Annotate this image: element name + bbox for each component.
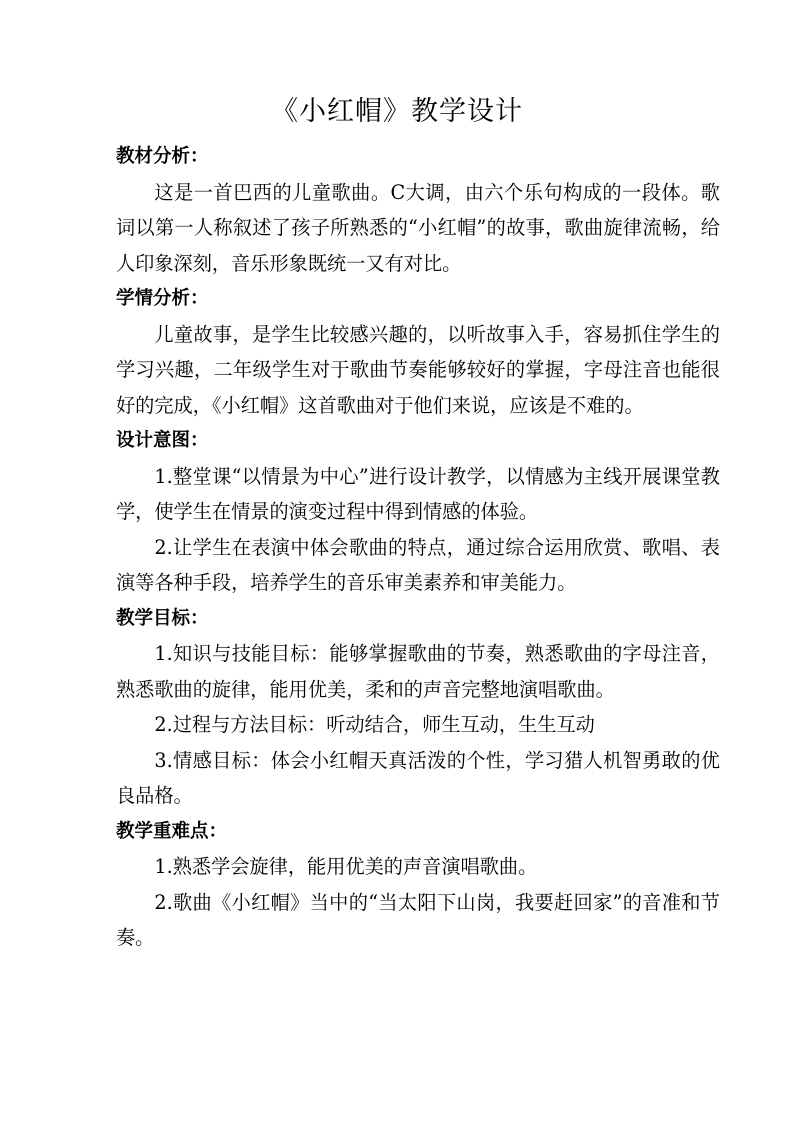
section-paragraph: 1.熟悉学会旋律，能用优美的声音演唱歌曲。: [154, 855, 538, 878]
section-paragraph: 1.知识与技能目标：能够掌握歌曲的节奏，熟悉歌曲的字母注音，熟悉歌曲的旋律，能用优美，柔和的声音完整地演唱歌曲。: [116, 642, 720, 701]
section-teaching-goals: [116, 601, 720, 814]
document-body: [116, 139, 720, 956]
section-heading: 教学目标：: [116, 607, 209, 629]
section-textbook-analysis: [116, 139, 720, 281]
section-key-difficulties: [116, 814, 720, 956]
section-paragraph: 2.过程与方法目标：听动结合，师生互动，生生互动: [154, 713, 595, 736]
section-paragraph: 2.让学生在表演中体会歌曲的特点，通过综合运用欣赏、歌唱、表演等各种手段，培养学生的音乐审美素养和审美能力。: [116, 535, 720, 594]
section-paragraph: 3.情感目标：体会小红帽天真活泼的个性，学习猎人机智勇敢的优良品格。: [116, 748, 720, 807]
section-paragraph: 1.整堂课“以情景为中心”进行设计教学，以情感为主线开展课堂教学，使学生在情景的演变过程中得到情感的体验。: [116, 464, 720, 523]
section-heading: 设计意图：: [116, 430, 209, 451]
section-paragraph: 2.歌曲《小红帽》当中的“当太阳下山岗，我要赶回家”的音准和节奏。: [116, 890, 720, 949]
section-heading: 教学重难点：: [116, 820, 228, 842]
section-paragraph: 儿童故事，是学生比较感兴趣的，以听故事入手，容易抓住学生的学习兴趣，二年级学生对于歌曲节奏能够较好的掌握，字母注音也能很好的完成，《小红帽》这首歌曲对于他们来说，应该是不难的。: [116, 322, 720, 417]
document-title: 《小红帽》教学设计: [271, 96, 523, 127]
section-paragraph: 这是一首巴西的儿童歌曲。C大调，由六个乐句构成的一段体。歌词以第一人称叙述了孩子所熟悉的“小红帽”的故事，歌曲旋律流畅，给人印象深刻，音乐形象既统一又有对比。: [116, 180, 720, 275]
section-learner-analysis: [116, 281, 720, 423]
section-heading: 学情分析：: [116, 288, 209, 309]
section-heading: 教材分析：: [116, 146, 209, 167]
section-design-intent: [116, 423, 720, 601]
